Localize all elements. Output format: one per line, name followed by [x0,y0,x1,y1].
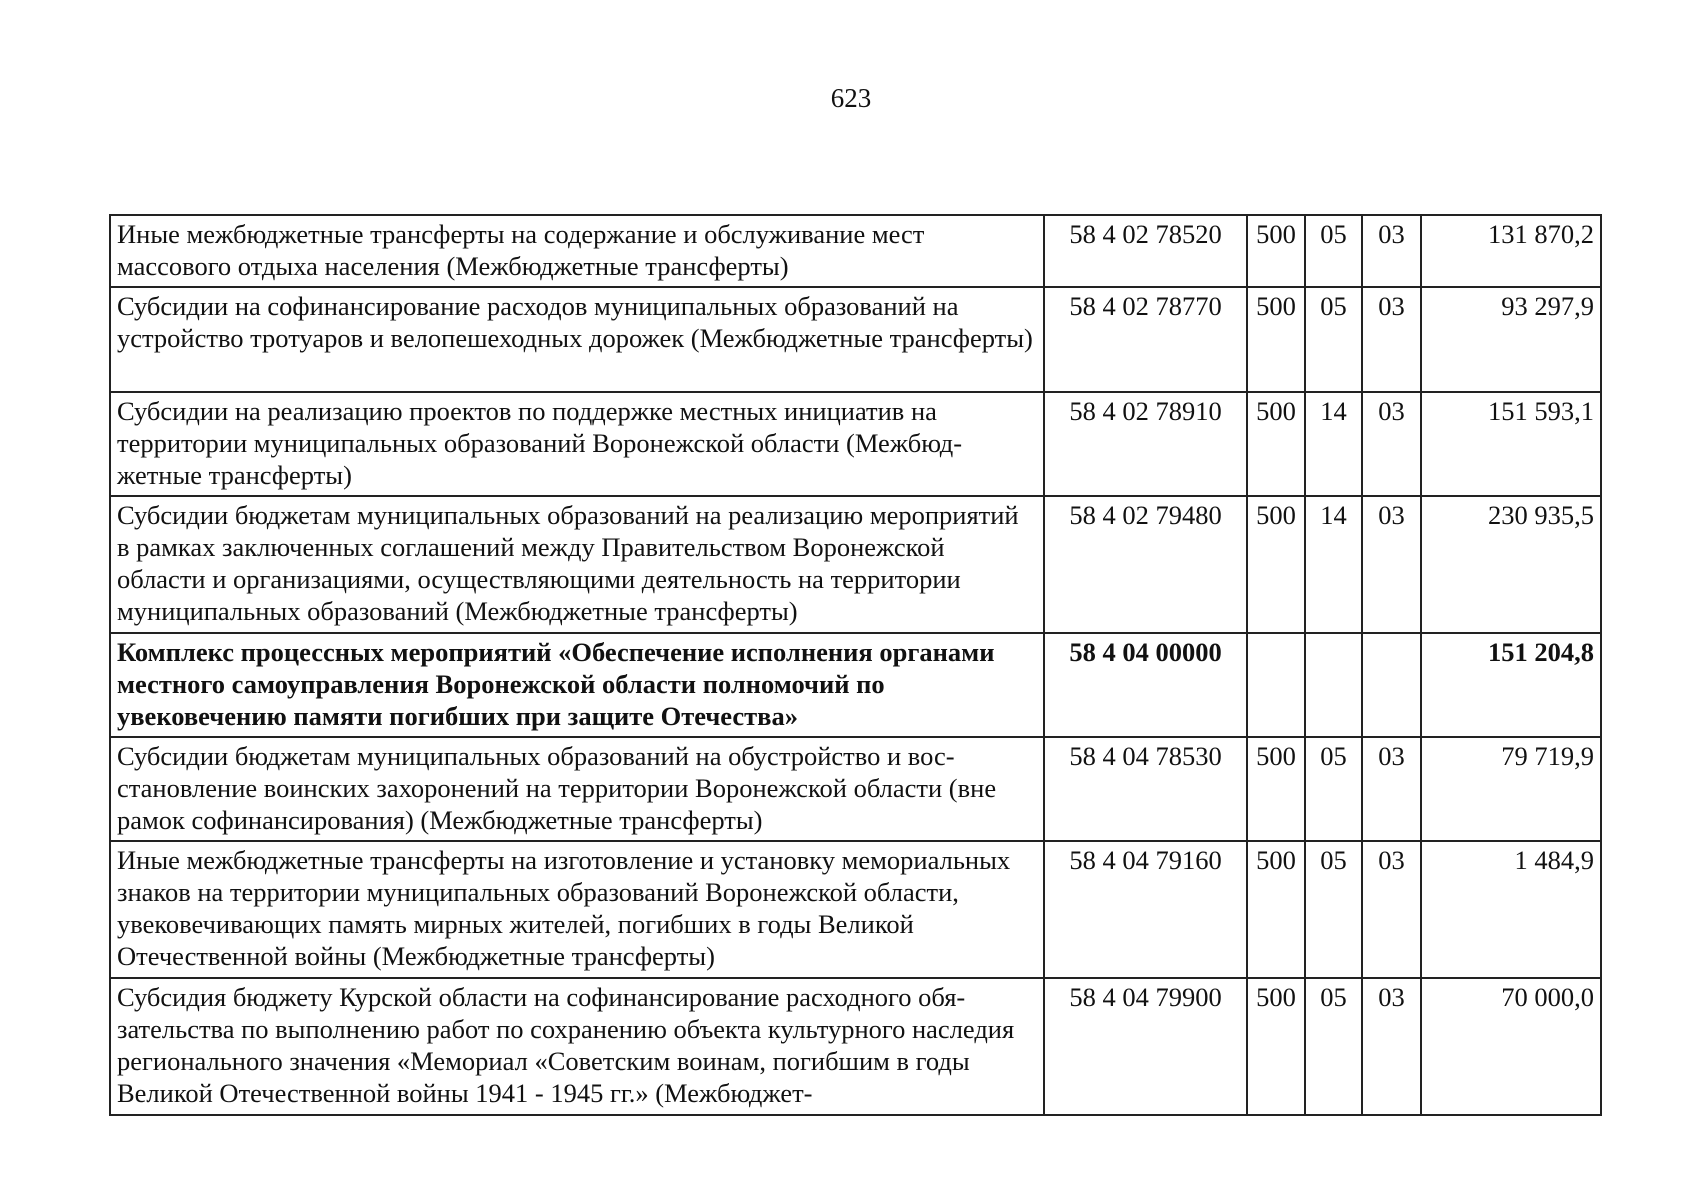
row-description: Иные межбюджетные трансферты на содержание и обслуживание мест массового отдыха населения (Межбюджетные трансферты) [110,215,1044,287]
row-amount: 151 204,8 [1421,633,1601,737]
table-row [110,737,1601,841]
row-section [1305,633,1362,737]
row-section: 05 [1305,841,1362,978]
row-description: Субсидия бюджету Курской области на софинансирование расходного обязательства по выполнению работ по сохранению объекта культурного наследия регионального значения «Мемориал «Советским воинам, погибшим в годы Великой Отечественной войны 1941 - 1945 гг.» (Межбюджет- [110,978,1044,1115]
row-target-code: 58 4 04 79160 [1044,841,1247,978]
row-target-code: 58 4 04 79900 [1044,978,1247,1115]
table-row [110,287,1601,392]
budget-table [109,214,1602,1116]
row-subsection: 03 [1362,841,1421,978]
table-row [110,496,1601,633]
row-description: Субсидии на реализацию проектов по поддержке местных инициатив на территории муниципальных образований Воронежской области (Межбюджетные трансферты) [110,392,1044,496]
row-section: 05 [1305,737,1362,841]
row-amount: 131 870,2 [1421,215,1601,287]
table-row [110,841,1601,978]
row-amount: 1 484,9 [1421,841,1601,978]
row-subsection: 03 [1362,737,1421,841]
row-amount: 79 719,9 [1421,737,1601,841]
row-subsection: 03 [1362,287,1421,392]
table-row [110,392,1601,496]
row-target-code: 58 4 02 78520 [1044,215,1247,287]
row-subsection: 03 [1362,215,1421,287]
row-expense-type: 500 [1247,978,1305,1115]
row-target-code: 58 4 02 78910 [1044,392,1247,496]
row-amount: 230 935,5 [1421,496,1601,633]
row-amount: 93 297,9 [1421,287,1601,392]
row-expense-type [1247,633,1305,737]
row-section: 14 [1305,392,1362,496]
row-target-code: 58 4 04 78530 [1044,737,1247,841]
row-expense-type: 500 [1247,737,1305,841]
table-row [110,978,1601,1115]
row-description: Комплекс процессных мероприятий «Обеспечение исполнения органами местного самоуправления Воронежской области полномочий по увековечению памяти погибших при защите Отечества» [110,633,1044,737]
row-section: 05 [1305,287,1362,392]
row-expense-type: 500 [1247,496,1305,633]
table-row [110,215,1601,287]
budget-table-body [110,215,1601,1115]
row-description: Иные межбюджетные трансферты на изготовление и установку мемориальных знаков на территории муниципальных образований Воронежской области, увековечивающих память мирных жителей, погибших в годы Великой Отечественной войны (Межбюджетные трансферты) [110,841,1044,978]
row-description: Субсидии на софинансирование расходов муниципальных образований на устройство тротуаров и велопешеходных дорожек (Межбюджетные трансферты) [110,287,1044,392]
row-section: 14 [1305,496,1362,633]
row-amount: 151 593,1 [1421,392,1601,496]
row-expense-type: 500 [1247,287,1305,392]
row-section: 05 [1305,215,1362,287]
table-row-section-total [110,633,1601,737]
row-description: Субсидии бюджетам муниципальных образований на реализацию мероприятий в рамках заключенных соглашений между Правительством Воронежской области и организациями, осуществляющими деятельность на территории муниципальных образований (Межбюджетные трансферты) [110,496,1044,633]
row-subsection: 03 [1362,496,1421,633]
row-target-code: 58 4 02 79480 [1044,496,1247,633]
row-target-code: 58 4 02 78770 [1044,287,1247,392]
row-target-code: 58 4 04 00000 [1044,633,1247,737]
row-expense-type: 500 [1247,392,1305,496]
row-subsection: 03 [1362,978,1421,1115]
row-expense-type: 500 [1247,841,1305,978]
page-number: 623 [830,83,872,113]
row-description: Субсидии бюджетам муниципальных образований на обустройство и восстановление воинских захоронений на территории Воронежской области (вне рамок софинансирования) (Межбюджетные трансферты) [110,737,1044,841]
row-subsection: 03 [1362,392,1421,496]
row-expense-type: 500 [1247,215,1305,287]
row-amount: 70 000,0 [1421,978,1601,1115]
row-subsection [1362,633,1421,737]
row-section: 05 [1305,978,1362,1115]
